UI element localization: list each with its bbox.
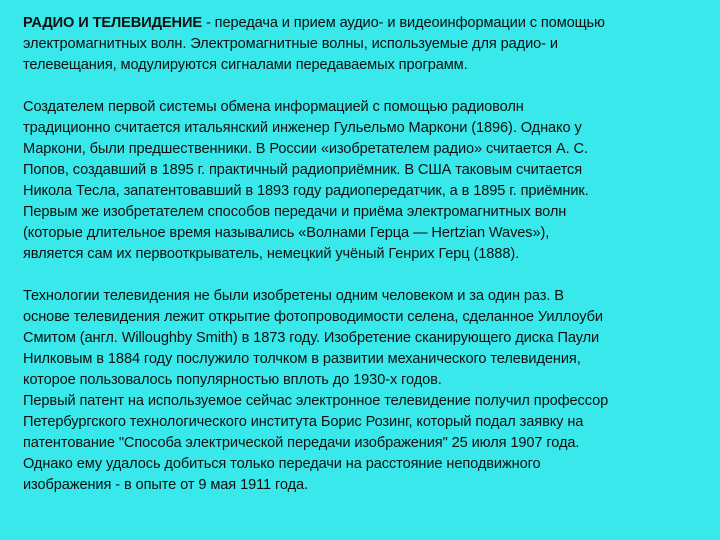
electronic-tv-paragraph xyxy=(23,391,700,496)
text-line: Первым же изобретателем способов передачи и приёма электромагнитных волн xyxy=(23,204,567,220)
text-line: Попов, создавший в 1895 г. практичный радиоприёмник. В США таковым считается xyxy=(23,162,583,178)
text-line: (которые длительное время назывались «Волнами Герца — Hertzian Waves»), xyxy=(23,225,550,241)
text-line: Однако ему удалось добиться только передачи на расстояние неподвижного xyxy=(23,456,541,472)
text-line: является сам их первооткрыватель, немецкий учёный Генрих Герц (1888). xyxy=(23,246,520,262)
slide-heading: РАДИО И ТЕЛЕВИДЕНИЕ xyxy=(23,15,203,31)
text-line: Создателем первой системы обмена информацией с помощью радиоволн xyxy=(23,99,524,115)
text-line: традиционно считается итальянский инженер Гульельмо Маркони (1896). Однако у xyxy=(23,120,582,136)
text-line: Нилковым в 1884 году послужило толчком в развитии механического телевидения, xyxy=(23,351,581,367)
text-line: Первый патент на используемое сейчас электронное телевидение получил профессор xyxy=(23,393,609,409)
text-line: которое пользовалось популярностью вплоть до 1930-х годов. xyxy=(23,372,442,388)
text-line: Технологии телевидения не были изобретены одним человеком и за один раз. В xyxy=(23,288,564,304)
text-line: патентование "Способа электрической передачи изображения" 25 июля 1907 года. xyxy=(23,435,580,451)
text-line: Маркони, были предшественники. В России «изобретателем радио» считается А. С. xyxy=(23,141,588,157)
text-line: Петербургского технологического института Борис Розинг, который подал заявку на xyxy=(23,414,584,430)
text-line: Никола Тесла, запатентовавший в 1893 году радиопередатчик, а в 1895 г. приёмник. xyxy=(23,183,589,199)
text-line: изображения - в опыте от 9 мая 1911 года. xyxy=(23,477,308,493)
radio-history-paragraph xyxy=(23,97,700,265)
intro-line-1 xyxy=(23,13,700,34)
intro-line-1-text: - передача и прием аудио- и видеоинформации с помощью xyxy=(202,15,605,31)
intro-line-2: электромагнитных волн. Электромагнитные волны, используемые для радио- и xyxy=(23,36,558,52)
text-line: основе телевидения лежит открытие фотопроводимости селена, сделанное Уиллоуби xyxy=(23,309,603,325)
intro-paragraph xyxy=(23,13,700,76)
tv-history-paragraph xyxy=(23,286,700,391)
intro-line-3: телевещания, модулируются сигналами передаваемых программ. xyxy=(23,57,468,73)
text-line: Смитом (англ. Willoughby Smith) в 1873 году. Изобретение сканирующего диска Паули xyxy=(23,330,600,346)
